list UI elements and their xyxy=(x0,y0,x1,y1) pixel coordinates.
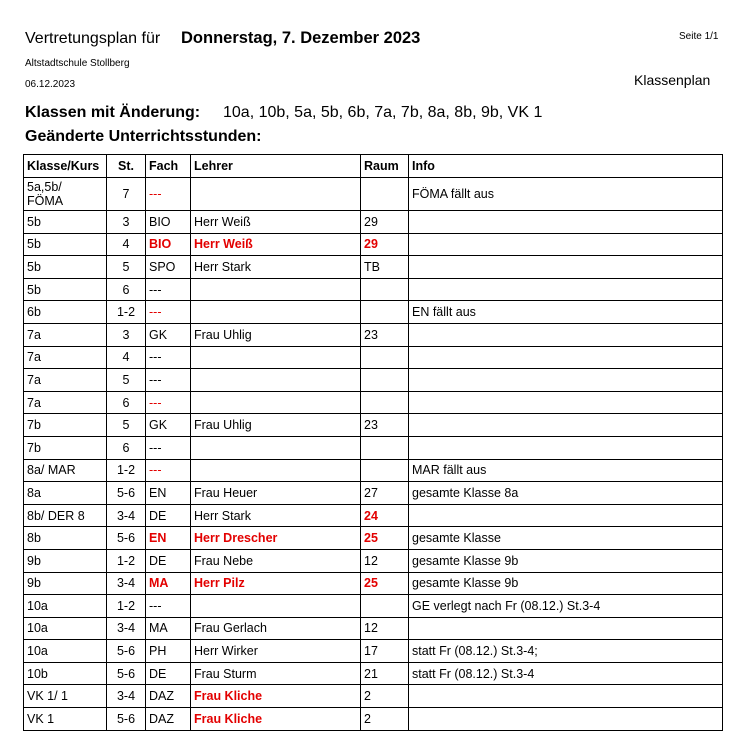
cell-raum xyxy=(361,436,409,459)
cell-klasse: VK 1 xyxy=(24,708,107,731)
cell-lehrer xyxy=(191,391,361,414)
cell-fach: DE xyxy=(146,549,191,572)
cell-stunde: 7 xyxy=(107,178,146,211)
table-row xyxy=(24,482,723,505)
cell-raum xyxy=(361,459,409,482)
changed-lessons-heading: Geänderte Unterrichtsstunden: xyxy=(25,128,262,145)
cell-raum: 25 xyxy=(361,572,409,595)
cell-klasse: 6b xyxy=(24,301,107,324)
table-row xyxy=(24,233,723,256)
column-header-raum: Raum xyxy=(361,155,409,178)
table-row xyxy=(24,211,723,234)
table-row xyxy=(24,278,723,301)
table-row xyxy=(24,391,723,414)
cell-fach: --- xyxy=(146,278,191,301)
cell-klasse: 9b xyxy=(24,549,107,572)
cell-info: statt Fr (08.12.) St.3-4 xyxy=(409,662,723,685)
cell-info xyxy=(409,436,723,459)
cell-lehrer xyxy=(191,278,361,301)
cell-klasse: 10a xyxy=(24,595,107,618)
cell-klasse: VK 1/ 1 xyxy=(24,685,107,708)
cell-stunde: 5-6 xyxy=(107,708,146,731)
substitution-table xyxy=(23,154,723,731)
cell-lehrer xyxy=(191,459,361,482)
cell-info: gesamte Klasse xyxy=(409,527,723,550)
cell-lehrer xyxy=(191,346,361,369)
cell-lehrer xyxy=(191,595,361,618)
cell-stunde: 1-2 xyxy=(107,595,146,618)
cell-raum: 24 xyxy=(361,504,409,527)
cell-raum: 2 xyxy=(361,708,409,731)
cell-fach: GK xyxy=(146,414,191,437)
cell-fach: PH xyxy=(146,640,191,663)
cell-stunde: 5 xyxy=(107,369,146,392)
column-header-info: Info xyxy=(409,155,723,178)
cell-info xyxy=(409,391,723,414)
cell-raum: 25 xyxy=(361,527,409,550)
table-row xyxy=(24,595,723,618)
cell-lehrer: Frau Nebe xyxy=(191,549,361,572)
cell-info xyxy=(409,617,723,640)
cell-info xyxy=(409,278,723,301)
table-header-row xyxy=(24,155,723,178)
column-header-lehrer: Lehrer xyxy=(191,155,361,178)
cell-lehrer xyxy=(191,436,361,459)
title-prefix: Vertretungsplan für xyxy=(25,30,161,47)
cell-lehrer: Frau Sturm xyxy=(191,662,361,685)
cell-fach: GK xyxy=(146,323,191,346)
cell-lehrer: Frau Uhlig xyxy=(191,323,361,346)
cell-klasse: 8b/ DER 8 xyxy=(24,504,107,527)
cell-klasse: 7a xyxy=(24,391,107,414)
cell-stunde: 5-6 xyxy=(107,640,146,663)
cell-lehrer: Herr Pilz xyxy=(191,572,361,595)
cell-info: EN fällt aus xyxy=(409,301,723,324)
cell-lehrer: Herr Weiß xyxy=(191,233,361,256)
cell-stunde: 3 xyxy=(107,323,146,346)
cell-info xyxy=(409,708,723,731)
cell-lehrer: Frau Heuer xyxy=(191,482,361,505)
cell-raum xyxy=(361,391,409,414)
cell-stunde: 3-4 xyxy=(107,685,146,708)
cell-stunde: 1-2 xyxy=(107,301,146,324)
table-row xyxy=(24,346,723,369)
table-row xyxy=(24,504,723,527)
cell-info: gesamte Klasse 9b xyxy=(409,572,723,595)
cell-fach: --- xyxy=(146,301,191,324)
cell-lehrer: Herr Wirker xyxy=(191,640,361,663)
cell-stunde: 3-4 xyxy=(107,572,146,595)
table-row xyxy=(24,572,723,595)
table-row xyxy=(24,685,723,708)
cell-klasse: 7a xyxy=(24,346,107,369)
cell-lehrer: Frau Uhlig xyxy=(191,414,361,437)
cell-klasse: 5b xyxy=(24,278,107,301)
cell-raum xyxy=(361,178,409,211)
cell-klasse: 7b xyxy=(24,414,107,437)
cell-raum: TB xyxy=(361,256,409,279)
cell-fach: MA xyxy=(146,617,191,640)
cell-lehrer: Herr Drescher xyxy=(191,527,361,550)
cell-raum: 23 xyxy=(361,414,409,437)
cell-info: statt Fr (08.12.) St.3-4; xyxy=(409,640,723,663)
cell-klasse: 8a/ MAR xyxy=(24,459,107,482)
cell-klasse: 10a xyxy=(24,617,107,640)
cell-klasse: 5a,5b/ FÖMA xyxy=(24,178,107,211)
cell-raum: 12 xyxy=(361,549,409,572)
cell-raum xyxy=(361,595,409,618)
cell-stunde: 3-4 xyxy=(107,617,146,640)
cell-fach: --- xyxy=(146,459,191,482)
cell-info xyxy=(409,414,723,437)
cell-info: GE verlegt nach Fr (08.12.) St.3-4 xyxy=(409,595,723,618)
cell-klasse: 8a xyxy=(24,482,107,505)
page-number: Seite 1/1 xyxy=(679,31,719,42)
column-header-stunde: St. xyxy=(107,155,146,178)
cell-info xyxy=(409,211,723,234)
cell-raum: 23 xyxy=(361,323,409,346)
cell-fach: --- xyxy=(146,178,191,211)
table-row xyxy=(24,459,723,482)
school-name: Altstadtschule Stollberg xyxy=(25,58,130,69)
cell-stunde: 3-4 xyxy=(107,504,146,527)
cell-info xyxy=(409,504,723,527)
cell-lehrer xyxy=(191,178,361,211)
changed-classes-list: 10a, 10b, 5a, 5b, 6b, 7a, 7b, 8a, 8b, 9b, VK 1 xyxy=(223,104,543,121)
cell-raum xyxy=(361,369,409,392)
cell-raum: 12 xyxy=(361,617,409,640)
cell-stunde: 5 xyxy=(107,414,146,437)
cell-fach: --- xyxy=(146,369,191,392)
cell-klasse: 10b xyxy=(24,662,107,685)
cell-info xyxy=(409,233,723,256)
cell-stunde: 6 xyxy=(107,436,146,459)
cell-stunde: 5-6 xyxy=(107,482,146,505)
cell-raum: 2 xyxy=(361,685,409,708)
table-row xyxy=(24,369,723,392)
cell-raum xyxy=(361,301,409,324)
cell-info: MAR fällt aus xyxy=(409,459,723,482)
column-header-klasse: Klasse/Kurs xyxy=(24,155,107,178)
table-row xyxy=(24,549,723,572)
title-date: Donnerstag, 7. Dezember 2023 xyxy=(181,29,421,47)
cell-raum: 21 xyxy=(361,662,409,685)
table-row xyxy=(24,323,723,346)
cell-info xyxy=(409,256,723,279)
cell-fach: --- xyxy=(146,595,191,618)
table-row xyxy=(24,256,723,279)
cell-stunde: 5-6 xyxy=(107,662,146,685)
cell-fach: EN xyxy=(146,482,191,505)
cell-lehrer: Herr Weiß xyxy=(191,211,361,234)
cell-fach: DE xyxy=(146,662,191,685)
cell-raum: 17 xyxy=(361,640,409,663)
cell-raum: 27 xyxy=(361,482,409,505)
changed-classes-label: Klassen mit Änderung: xyxy=(25,104,201,121)
cell-stunde: 4 xyxy=(107,346,146,369)
cell-fach: --- xyxy=(146,391,191,414)
cell-stunde: 3 xyxy=(107,211,146,234)
cell-lehrer: Frau Kliche xyxy=(191,685,361,708)
cell-klasse: 10a xyxy=(24,640,107,663)
cell-klasse: 9b xyxy=(24,572,107,595)
cell-fach: DE xyxy=(146,504,191,527)
cell-klasse: 7a xyxy=(24,369,107,392)
cell-stunde: 6 xyxy=(107,391,146,414)
cell-stunde: 6 xyxy=(107,278,146,301)
cell-raum xyxy=(361,278,409,301)
table-row xyxy=(24,436,723,459)
table-row xyxy=(24,527,723,550)
cell-fach: BIO xyxy=(146,233,191,256)
cell-info xyxy=(409,685,723,708)
cell-raum: 29 xyxy=(361,211,409,234)
cell-lehrer: Frau Gerlach xyxy=(191,617,361,640)
cell-fach: DAZ xyxy=(146,708,191,731)
cell-info: gesamte Klasse 8a xyxy=(409,482,723,505)
cell-klasse: 7a xyxy=(24,323,107,346)
cell-raum: 29 xyxy=(361,233,409,256)
cell-stunde: 5 xyxy=(107,256,146,279)
column-header-fach: Fach xyxy=(146,155,191,178)
cell-stunde: 1-2 xyxy=(107,459,146,482)
plan-type: Klassenplan xyxy=(634,72,711,88)
printed-date: 06.12.2023 xyxy=(25,79,76,90)
cell-lehrer xyxy=(191,301,361,324)
cell-lehrer: Herr Stark xyxy=(191,256,361,279)
cell-klasse: 5b xyxy=(24,256,107,279)
cell-klasse: 7b xyxy=(24,436,107,459)
cell-klasse: 5b xyxy=(24,211,107,234)
cell-klasse: 5b xyxy=(24,233,107,256)
cell-info xyxy=(409,346,723,369)
cell-lehrer: Frau Kliche xyxy=(191,708,361,731)
table-row xyxy=(24,708,723,731)
cell-info xyxy=(409,323,723,346)
cell-lehrer xyxy=(191,369,361,392)
table-row xyxy=(24,301,723,324)
cell-info: gesamte Klasse 9b xyxy=(409,549,723,572)
table-row xyxy=(24,178,723,211)
cell-stunde: 5-6 xyxy=(107,527,146,550)
cell-lehrer: Herr Stark xyxy=(191,504,361,527)
cell-fach: --- xyxy=(146,346,191,369)
table-row xyxy=(24,414,723,437)
cell-info xyxy=(409,369,723,392)
cell-info: FÖMA fällt aus xyxy=(409,178,723,211)
table-row xyxy=(24,662,723,685)
cell-fach: MA xyxy=(146,572,191,595)
cell-fach: EN xyxy=(146,527,191,550)
cell-fach: --- xyxy=(146,436,191,459)
cell-fach: DAZ xyxy=(146,685,191,708)
table-row xyxy=(24,617,723,640)
cell-klasse: 8b xyxy=(24,527,107,550)
cell-fach: BIO xyxy=(146,211,191,234)
table-row xyxy=(24,640,723,663)
cell-fach: SPO xyxy=(146,256,191,279)
cell-stunde: 4 xyxy=(107,233,146,256)
cell-raum xyxy=(361,346,409,369)
cell-stunde: 1-2 xyxy=(107,549,146,572)
